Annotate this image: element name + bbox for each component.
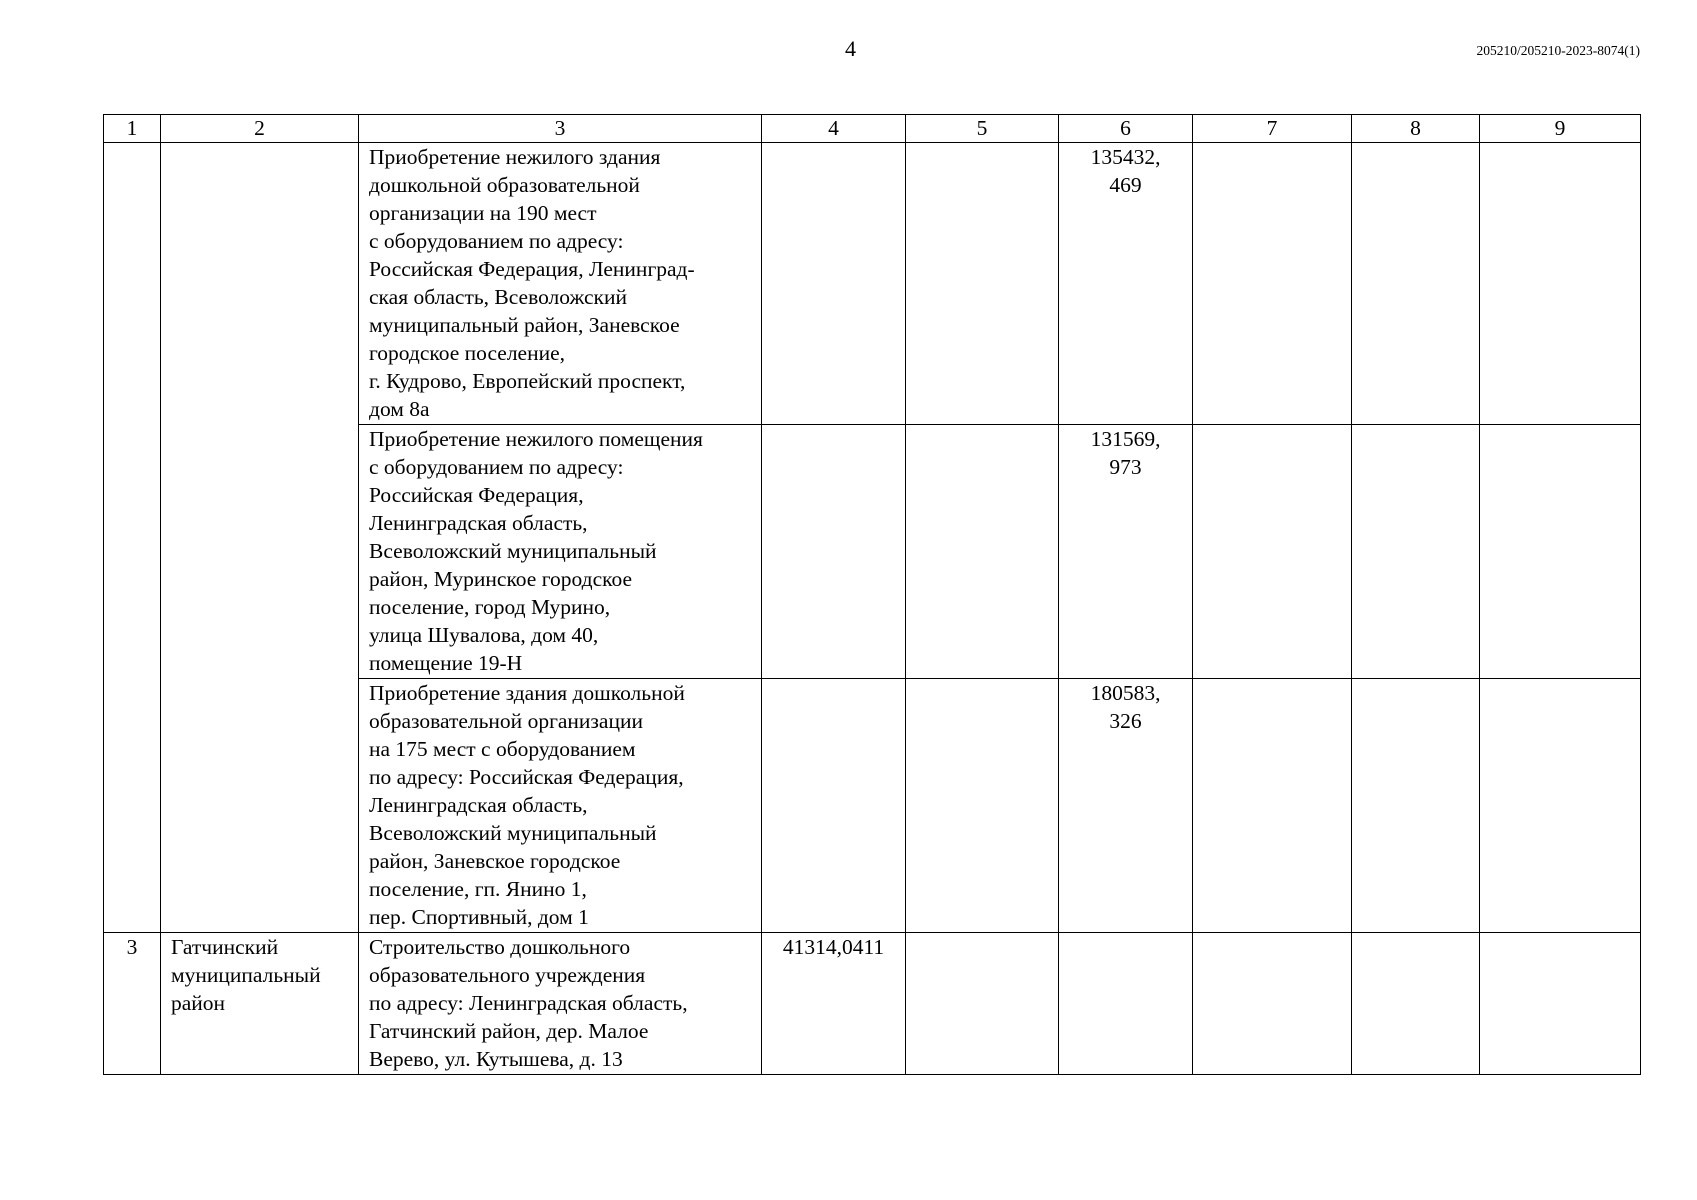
table-cell — [1480, 679, 1641, 933]
funding-table — [103, 114, 1641, 1075]
district-cell — [161, 143, 359, 933]
column-header: 7 — [1193, 115, 1352, 143]
amount-cell: 135432, 469 — [1059, 143, 1193, 425]
column-header: 9 — [1480, 115, 1641, 143]
table-cell — [762, 143, 906, 425]
column-header: 1 — [104, 115, 161, 143]
amount-cell: 180583, 326 — [1059, 679, 1193, 933]
table-cell — [906, 933, 1059, 1075]
header-row — [104, 115, 1641, 143]
district-cell: Гатчинский муниципальный район — [161, 933, 359, 1075]
table-cell — [1193, 933, 1352, 1075]
object-description: Приобретение нежилого помещения с оборудованием по адресу: Российская Федерация, Ленинградская область, Всеволожский муниципальный район, Муринское городское поселение, город Мурино, улица Шувалова, дом 40, помещение 19-Н — [359, 425, 762, 679]
amount-cell: 131569, 973 — [1059, 425, 1193, 679]
row-number-cell — [104, 143, 161, 933]
table-cell — [1480, 425, 1641, 679]
table-cell — [762, 679, 906, 933]
object-description: Приобретение нежилого здания дошкольной образовательной организации на 190 мест с оборудованием по адресу: Российская Федерация, Ленинград- ская область, Всеволожский муниципальный район, Заневское городское поселение, г. Кудрово, Европейский проспект, дом 8а — [359, 143, 762, 425]
object-description: Строительство дошкольного образовательного учреждения по адресу: Ленинградская область, Гатчинский район, дер. Малое Верево, ул. Кутышева, д. 13 — [359, 933, 762, 1075]
column-header: 2 — [161, 115, 359, 143]
table-cell — [1352, 679, 1480, 933]
table-row — [104, 933, 1641, 1075]
column-header: 8 — [1352, 115, 1480, 143]
table-cell — [1352, 933, 1480, 1075]
page-number: 4 — [845, 36, 856, 61]
document-id: 205210/205210-2023-8074(1) — [1476, 43, 1640, 58]
table-cell — [1352, 425, 1480, 679]
table-cell — [1480, 933, 1641, 1075]
table-cell — [1193, 679, 1352, 933]
table-cell — [906, 143, 1059, 425]
column-header: 5 — [906, 115, 1059, 143]
table-cell — [906, 425, 1059, 679]
table-cell — [762, 425, 906, 679]
column-header: 6 — [1059, 115, 1193, 143]
row-number-cell: 3 — [104, 933, 161, 1075]
object-description: Приобретение здания дошкольной образовательной организации на 175 мест с оборудованием по адресу: Российская Федерация, Ленинградская область, Всеволожский муниципальный район, Заневское городское поселение, гп. Янино 1, пер. Спортивный, дом 1 — [359, 679, 762, 933]
column-header: 4 — [762, 115, 906, 143]
table-cell — [1059, 933, 1193, 1075]
table-cell — [1352, 143, 1480, 425]
table-row — [104, 143, 1641, 425]
amount-cell: 41314,0411 — [762, 933, 906, 1075]
table-cell — [1480, 143, 1641, 425]
table-cell — [1193, 143, 1352, 425]
table-cell — [906, 679, 1059, 933]
table-cell — [1193, 425, 1352, 679]
column-header: 3 — [359, 115, 762, 143]
